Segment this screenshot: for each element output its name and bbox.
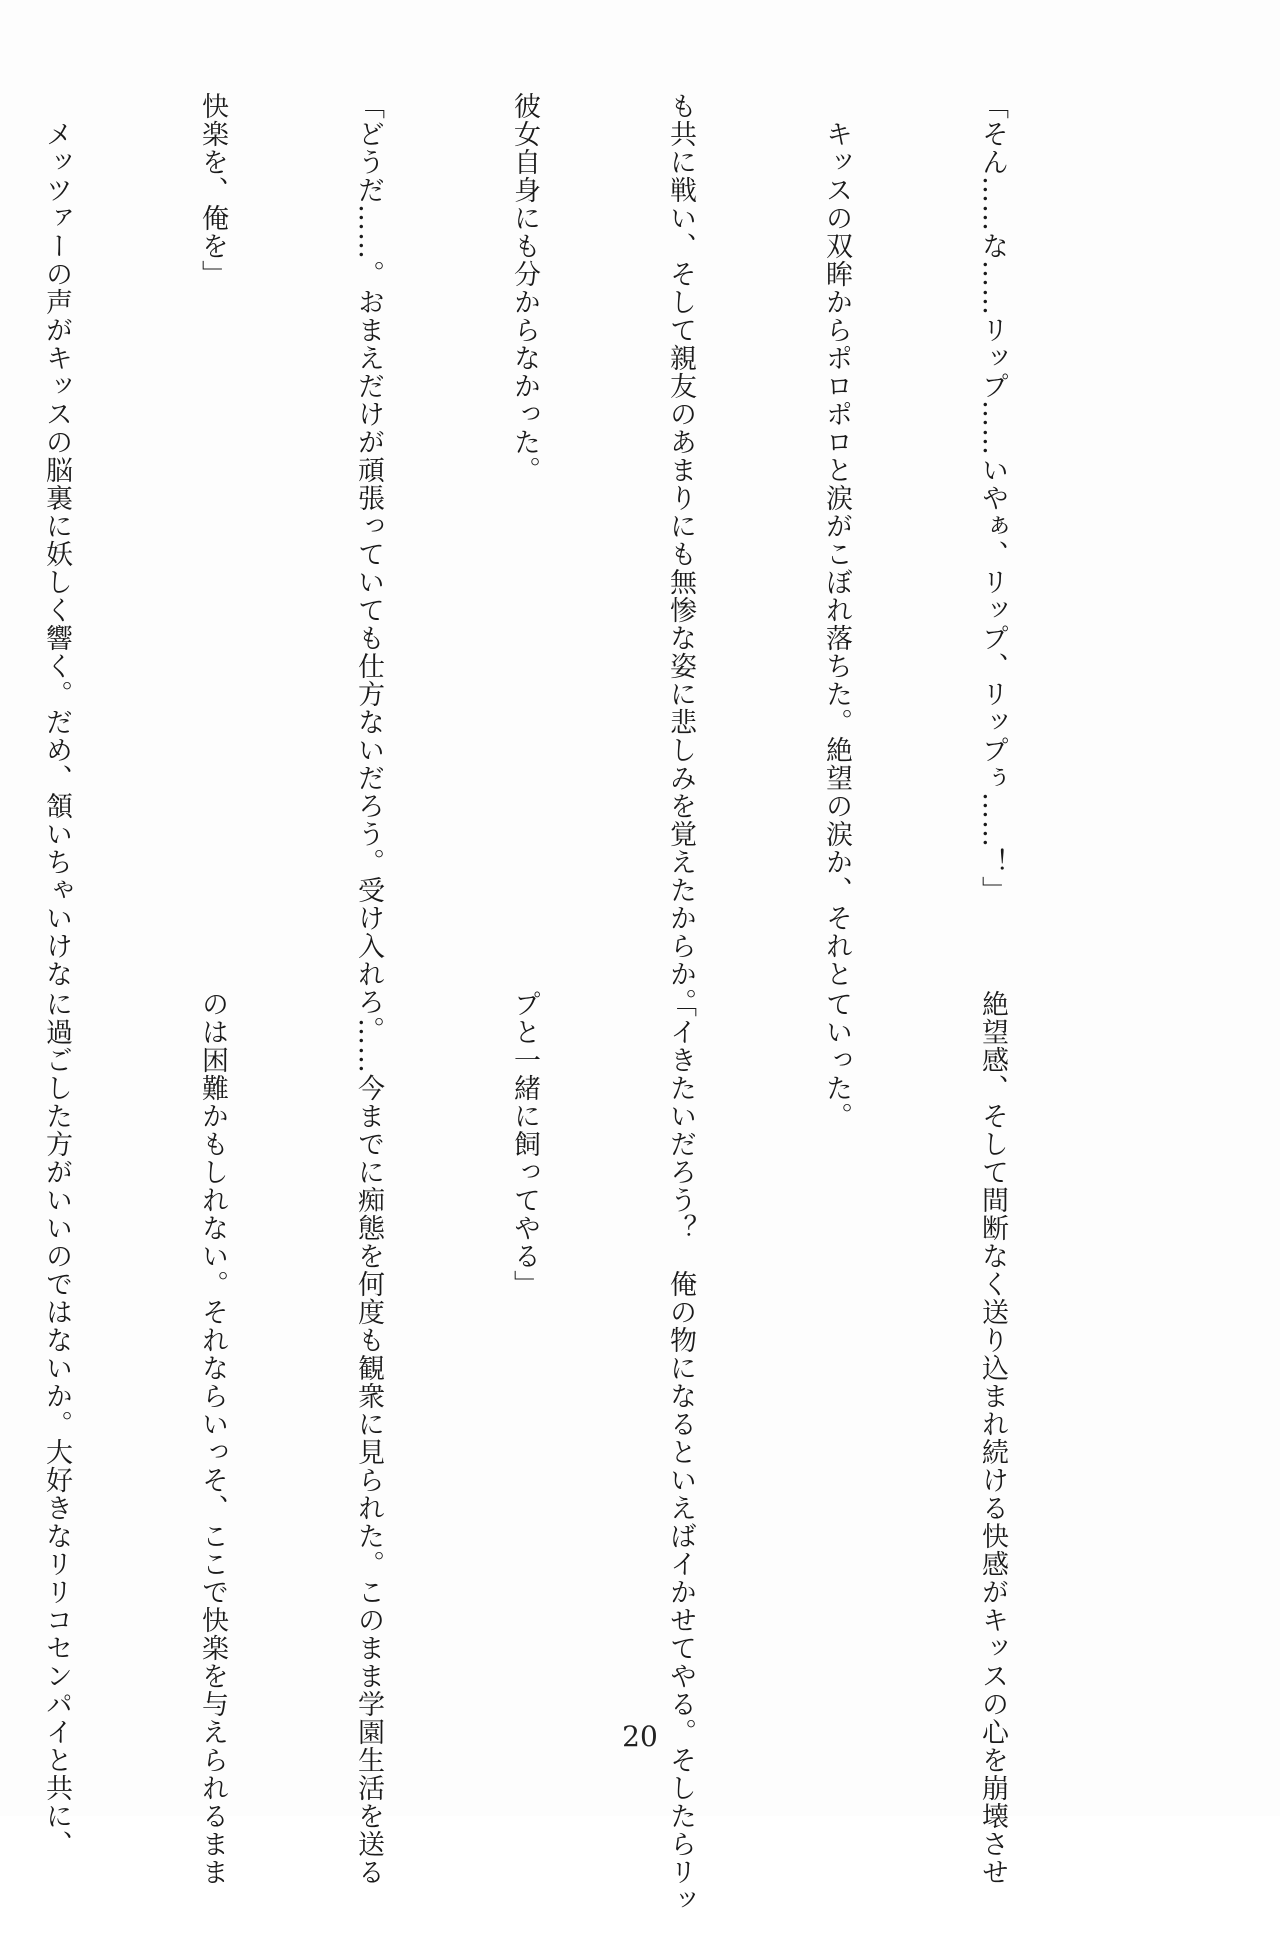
text-line: 快楽を、俺を」	[197, 92, 228, 288]
text-line: ……今までに痴態を何度も観衆に見られた。このまま学園生活を送る	[353, 990, 384, 1886]
text-line: に過ごした方がいいのではないか。大好きなリリコセンパイと共に、	[41, 990, 72, 1858]
text-line: キッスの双眸からポロポロと涙がこぼれ落ちた。絶望の涙か、それと	[821, 92, 852, 988]
text-line: のは困難かもしれない。それならいっそ、ここで快楽を与えられるまま	[197, 990, 228, 1886]
text-line: も共に戦い、そして親友のあまりにも無惨な姿に悲しみを覚えたからか。	[665, 92, 696, 1016]
text-line: プと一緒に飼ってやる」	[509, 990, 540, 1298]
page-number: 20	[622, 1720, 658, 1753]
upper-text-block	[41, 92, 1122, 1044]
text-line: 「どうだ……。おまえだけが頑張っていても仕方ないだろう。受け入れろ。	[353, 92, 384, 1044]
text-line: 彼女自身にも分からなかった。	[509, 92, 540, 484]
text-line: ていった。	[821, 990, 852, 1130]
text-line: 「イきたいだろう？ 俺の物になるといえばイかせてやる。そしたらリッ	[665, 990, 696, 1914]
text-line: 絶望感、そして間断なく送り込まれ続ける快感がキッスの心を崩壊させ	[977, 990, 1008, 1886]
text-line: 「そん……な……リップ……いやぁ、リップ、リップぅ……！」	[977, 92, 1008, 904]
text-line: メッツァーの声がキッスの脳裏に妖しく響く。だめ、頷いちゃいけな	[41, 92, 72, 988]
